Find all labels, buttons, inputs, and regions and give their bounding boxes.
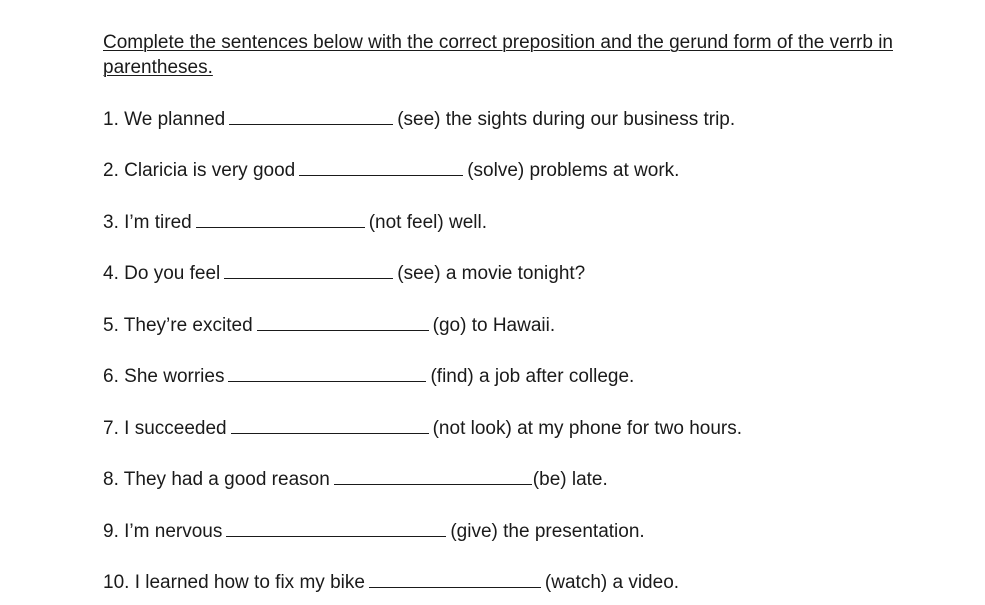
item-text-after: (find) a job after college. [430,366,635,387]
item-text-before: They had a good reason [123,469,330,490]
answer-blank[interactable] [299,157,463,176]
answer-blank[interactable] [231,415,429,434]
item-number: 2. [103,160,119,181]
item-text-before: I’m tired [124,212,192,233]
item-number: 5. [103,315,119,336]
answer-blank[interactable] [229,106,393,125]
answer-blank[interactable] [196,209,365,228]
exercise-item-8 [103,466,608,492]
item-text-after: (solve) problems at work. [467,160,680,181]
item-text-before: Claricia is very good [124,160,296,181]
exercise-item-9 [103,518,645,544]
item-number: 9. [103,521,119,542]
item-text-before: Do you feel [124,263,221,284]
item-text-after: (be) late. [532,469,608,490]
answer-blank[interactable] [257,312,429,331]
item-text-before: I succeeded [124,418,227,439]
item-text-after: (watch) a video. [544,572,680,593]
item-text-before: They’re excited [123,315,253,336]
item-number: 10. [103,572,130,593]
exercise-item-3 [103,209,487,235]
item-text-after: (give) the presentation. [450,521,645,542]
item-number: 4. [103,263,119,284]
instructions-heading: Complete the sentences below with the correct preposition and the gerund form of the verrb in parentheses. [103,32,893,78]
item-text-before: She worries [124,366,225,387]
exercise-item-5 [103,312,555,338]
item-number: 3. [103,212,119,233]
item-number: 6. [103,366,119,387]
answer-blank[interactable] [226,518,446,537]
item-number: 1. [103,109,119,130]
item-text-before: I’m nervous [124,521,223,542]
item-text-after: (see) a movie tonight? [397,263,586,284]
answer-blank[interactable] [224,260,393,279]
exercise-item-7 [103,415,742,441]
answer-blank[interactable] [334,466,532,485]
exercise-item-4 [103,260,585,286]
exercise-item-6 [103,363,634,389]
item-text-after: (go) to Hawaii. [432,315,556,336]
item-text-before: I learned how to fix my bike [134,572,365,593]
exercise-item-1 [103,106,735,132]
exercise-item-10 [103,569,679,595]
exercise-item-2 [103,157,679,183]
item-text-after: (not feel) well. [368,212,487,233]
item-number: 8. [103,469,119,490]
item-text-after: (see) the sights during our business trip. [397,109,736,130]
item-text-after: (not look) at my phone for two hours. [432,418,743,439]
answer-blank[interactable] [369,569,541,588]
item-number: 7. [103,418,119,439]
answer-blank[interactable] [228,363,426,382]
item-text-before: We planned [124,109,226,130]
